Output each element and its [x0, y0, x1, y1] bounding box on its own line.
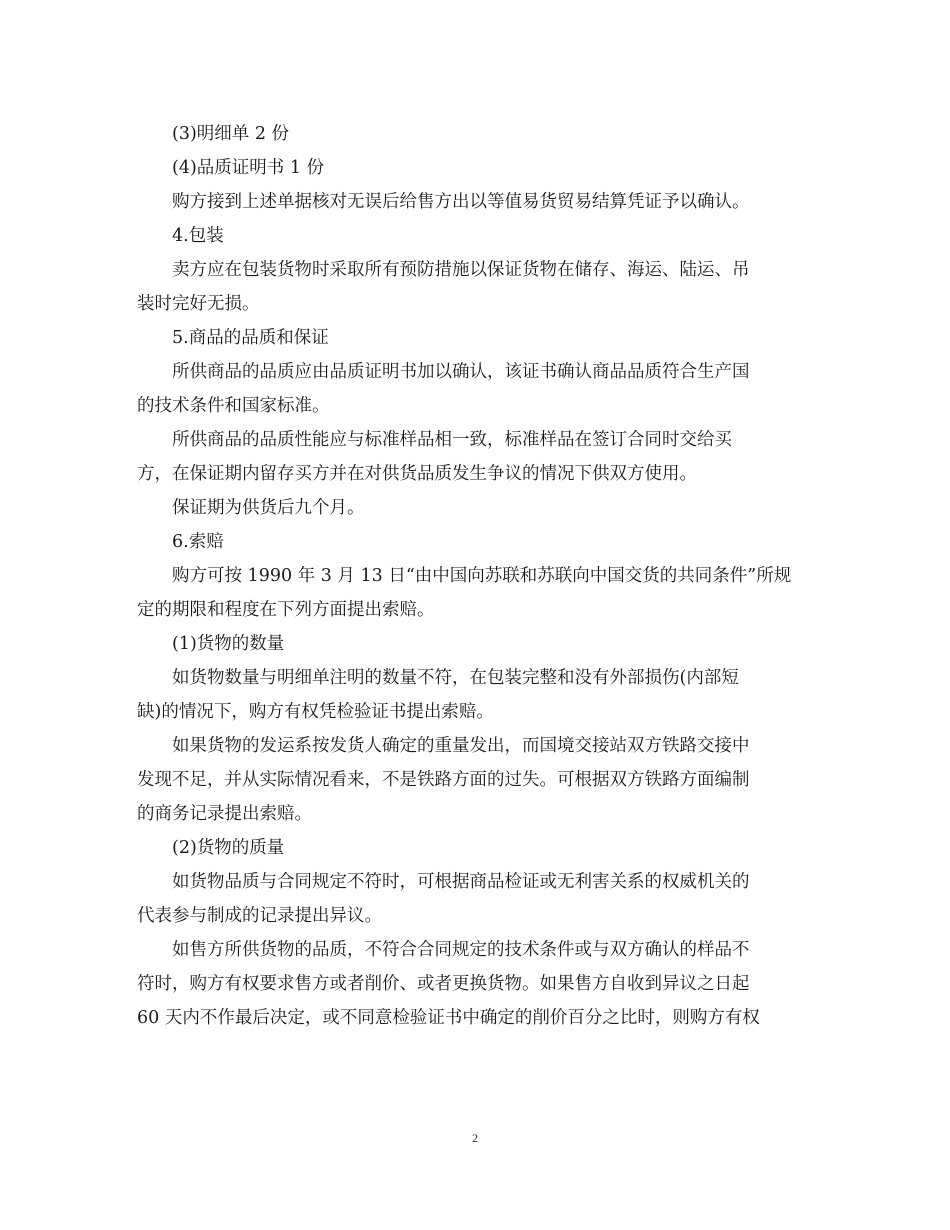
text-line: 如果货物的发运系按发货人确定的重量发出，而国境交接站双方铁路交接中	[172, 736, 750, 756]
text-line: 定的期限和程度在下列方面提出索赔。	[137, 600, 435, 620]
text-line: (4)品质证明书 1 份	[172, 158, 325, 178]
document-body	[137, 117, 817, 1035]
text-line: (3)明细单 2 份	[172, 124, 290, 144]
text-line: 方，在保证期内留存买方并在对供货品质发生争议的情况下供双方使用。	[137, 464, 697, 484]
text-line: 卖方应在包装货物时采取所有预防措施以保证货物在储存、海运、陆运、吊	[172, 260, 750, 280]
text-line: 的商务记录提出索赔。	[137, 804, 312, 824]
text-line: 60 天内不作最后决定，或不同意检验证书中确定的削价百分之比时，则购方有权	[137, 1008, 760, 1028]
text-line: 发现不足，并从实际情况看来，不是铁路方面的过失。可根据双方铁路方面编制	[137, 770, 750, 790]
text-line: 如售方所供货物的品质，不符合合同规定的技术条件或与双方确认的样品不	[172, 940, 750, 960]
text-line: 购方接到上述单据核对无误后给售方出以等值易货贸易结算凭证予以确认。	[172, 192, 750, 212]
text-line: 5.商品的品质和保证	[172, 328, 329, 348]
text-line: 装时完好无损。	[137, 294, 260, 314]
text-line: (1)货物的数量	[172, 634, 285, 654]
text-line: 6.索赔	[172, 532, 224, 552]
text-line: 符时，购方有权要求售方或者削价、或者更换货物。如果售方自收到异议之日起	[137, 974, 750, 994]
text-line: 如货物数量与明细单注明的数量不符，在包装完整和没有外部损伤(内部短	[172, 668, 739, 688]
text-line: 缺)的情况下，购方有权凭检验证书提出索赔。	[137, 702, 494, 722]
text-line: 4.包装	[172, 226, 224, 246]
text-line: 的技术条件和国家标准。	[137, 396, 330, 416]
text-line: 如货物品质与合同规定不符时，可根据商品检证或无利害关系的权威机关的	[172, 872, 750, 892]
text-line: 保证期为供货后九个月。	[172, 498, 365, 518]
text-line: 所供商品的品质性能应与标准样品相一致，标准样品在签订合同时交给买	[172, 430, 732, 450]
text-line: (2)货物的质量	[172, 838, 285, 858]
text-line: 所供商品的品质应由品质证明书加以确认，该证书确认商品品质符合生产国	[172, 362, 750, 382]
text-line: 代表参与制成的记录提出异议。	[137, 906, 382, 926]
page-number: 2	[472, 1131, 478, 1145]
text-line: 购方可按 1990 年 3 月 13 日“由中国向苏联和苏联向中国交货的共同条件”所规	[172, 566, 792, 586]
